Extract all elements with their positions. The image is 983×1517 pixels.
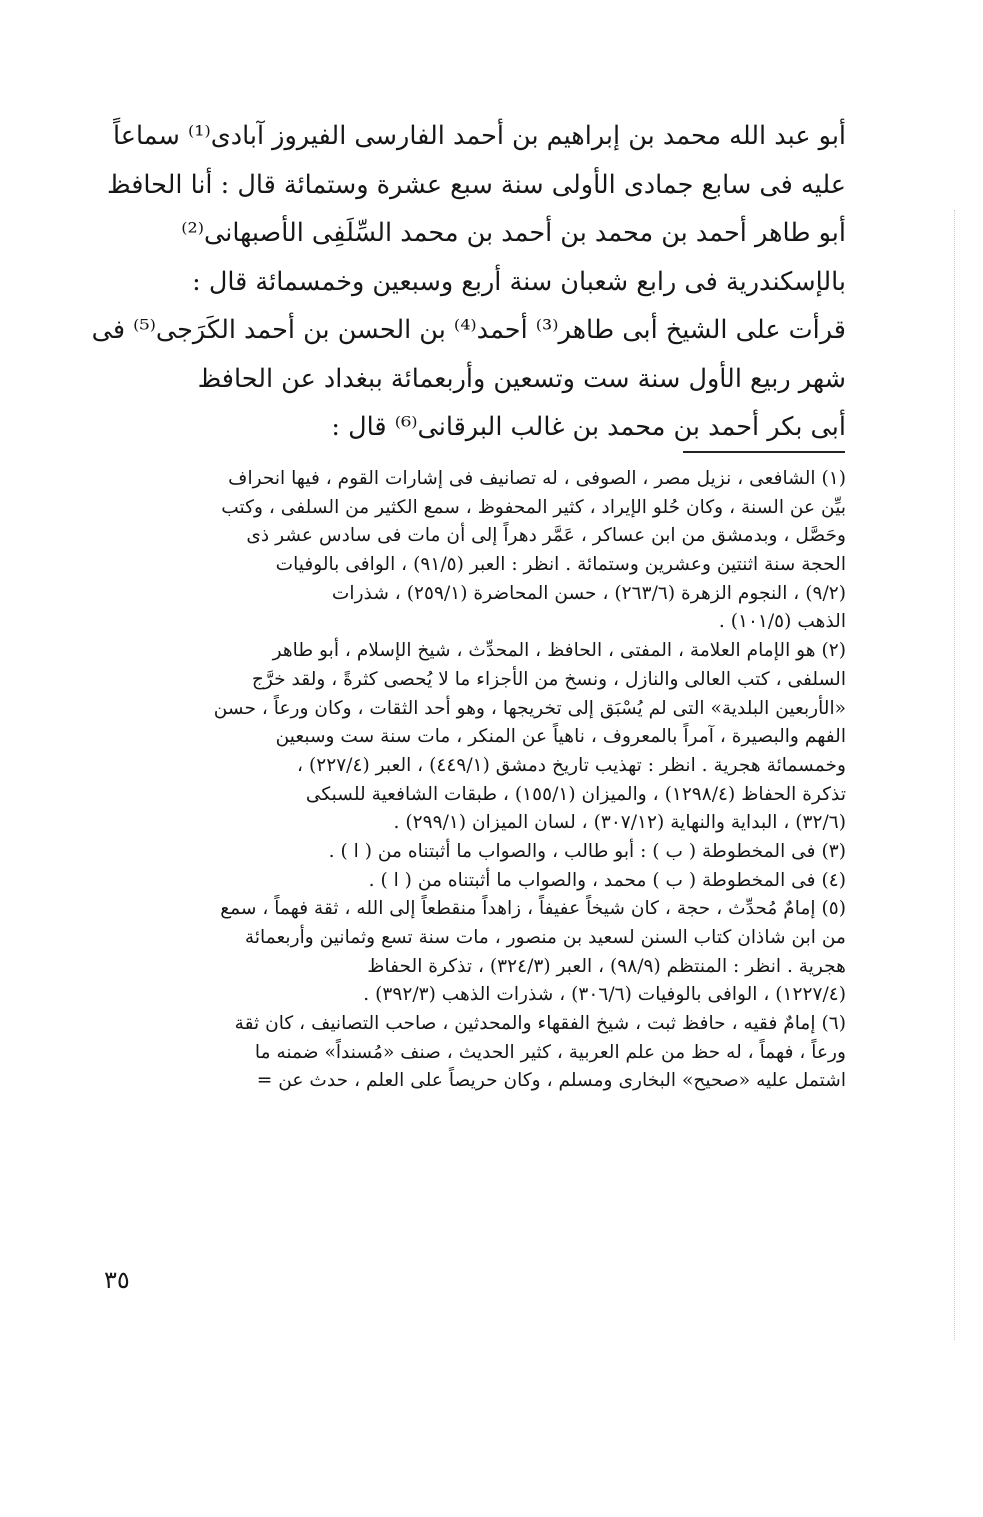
- footnote-line: ورعاً ، فهماً ، له حظ من علم العربية ، كثير الحديث ، صنف «مُسنداً» ضمنه ما: [254, 1041, 846, 1063]
- main-text-line: أبى بكر أحمد بن محمد بن غالب البرقانى⁽⁶⁾ قال :: [331, 412, 846, 442]
- footnote-line: اشتمل عليه «صحيح» البخارى ومسلم ، وكان حريصاً على العلم ، حدث عن =: [256, 1070, 846, 1092]
- main-text-line: قرأت على الشيخ أبى طاهر⁽³⁾ أحمد⁽⁴⁾ بن الحسن بن أحمد الكَرَجى⁽⁵⁾ فى: [91, 315, 846, 345]
- footnote-line: من ابن شاذان كتاب السنن لسعيد بن منصور ، مات سنة تسع وثمانين وأربعمائة: [244, 927, 846, 948]
- footnote-line: (٥) إمامٌ مُحدِّث ، حجة ، كان شيخاً عفيفاً ، زاهداً منقطعاً إلى الله ، ثقة فهماً ، سمع: [220, 898, 846, 920]
- footnote-line: (٣) فى المخطوطة ( ب ) : أبو طالب ، والصواب ما أثبتناه من ( ا ) .: [328, 840, 846, 862]
- footnote-separator: [683, 451, 845, 453]
- footnote-line: بيِّن عن السنة ، وكان حُلو الإيراد ، كثير المحفوظ ، سمع الكثير من السلفى ، وكتب: [221, 496, 846, 518]
- footnote-line: (١٢٢٧/٤) ، الوافى بالوفيات (٣٠٦/٦) ، شذرات الذهب (٣٩٢/٣) .: [363, 984, 846, 1006]
- main-text-line: أبو طاهر أحمد بن محمد بن أحمد بن محمد السِّلَفِى الأصبهانى⁽²⁾: [181, 218, 846, 248]
- footnote-line: وحَصَّل ، وبدمشق من ابن عساكر ، عَمَّر دهراً إلى أن مات فى سادس عشر ذى: [246, 525, 846, 547]
- footnote-line: «الأربعين البلدية» التى لم يُسْبَق إلى تخريجها ، وهو أحد الثقات ، وكان ورعاً ، حسن: [213, 697, 846, 719]
- footnote-line: الحجة سنة اثنتين وعشرين وستمائة . انظر : العبر (٩١/٥) ، الوافى بالوفيات: [275, 554, 846, 576]
- main-text: [91, 112, 846, 452]
- footnote-line: الفهم والبصيرة ، آمراً بالمعروف ، ناهياً عن المنكر ، مات سنة ست وسبعين: [275, 726, 846, 748]
- footnote-line: (٣٢/٦) ، البداية والنهاية (٣٠٧/١٢) ، لسان الميزان (٢٩٩/١) .: [393, 812, 846, 834]
- footnote-line: تذكرة الحفاظ (١٢٩٨/٤) ، والميزان (١٥٥/١) ، طبقات الشافعية للسبكى: [305, 783, 846, 805]
- main-text-line: شهر ربيع الأول سنة ست وتسعين وأربعمائة ببغداد عن الحافظ: [197, 363, 846, 394]
- footnote-line: هجرية . انظر : المنتظم (٩٨/٩) ، العبر (٣٢٤/٣) ، تذكرة الحفاظ: [367, 955, 846, 977]
- footnote-line: (٦) إمامٌ فقيه ، حافظ ثبت ، شيخ الفقهاء والمحدثين ، صاحب التصانيف ، كان ثقة: [234, 1013, 846, 1035]
- footnote-line: (٩/٢) ، النجوم الزهرة (٢٦٣/٦) ، حسن المحاضرة (٢٥٩/١) ، شذرات: [331, 582, 846, 604]
- footnotes: [150, 465, 846, 1096]
- footnote-line: السلفى ، كتب العالى والنازل ، ونسخ من الأجزاء ما لا يُحصى كثرةً ، ولقد خرَّج: [251, 668, 846, 690]
- page-number: ٣٥: [104, 1266, 130, 1294]
- footnote-line: (٢) هو الإمام العلامة ، المفتى ، الحافظ ، المحدِّث ، شيخ الإسلام ، أبو طاهر: [272, 640, 846, 662]
- footnote-line: (١) الشافعى ، نزيل مصر ، الصوفى ، له تصانيف فى إشارات القوم ، فيها انحراف: [228, 468, 846, 489]
- main-text-line: عليه فى سابع جمادى الأولى سنة سبع عشرة وستمائة قال : أنا الحافظ: [106, 169, 846, 200]
- main-text-line: بالإسكندرية فى رابع شعبان سنة أربع وسبعين وخمسمائة قال :: [192, 266, 846, 297]
- footnote-line: وخمسمائة هجرية . انظر : تهذيب تاريخ دمشق (٤٤٩/١) ، العبر (٢٢٧/٤) ،: [297, 754, 846, 776]
- footnote-line: (٤) فى المخطوطة ( ب ) محمد ، والصواب ما أثبتناه من ( ا ) .: [368, 869, 846, 891]
- main-text-line: أبو عبد الله محمد بن إبراهيم بن أحمد الفارسى الفيروز آبادى⁽¹⁾ سماعاً: [113, 121, 846, 151]
- scan-edge-line: [954, 210, 955, 1340]
- footnote-line: الذهب (١٠١/٥) .: [718, 611, 846, 633]
